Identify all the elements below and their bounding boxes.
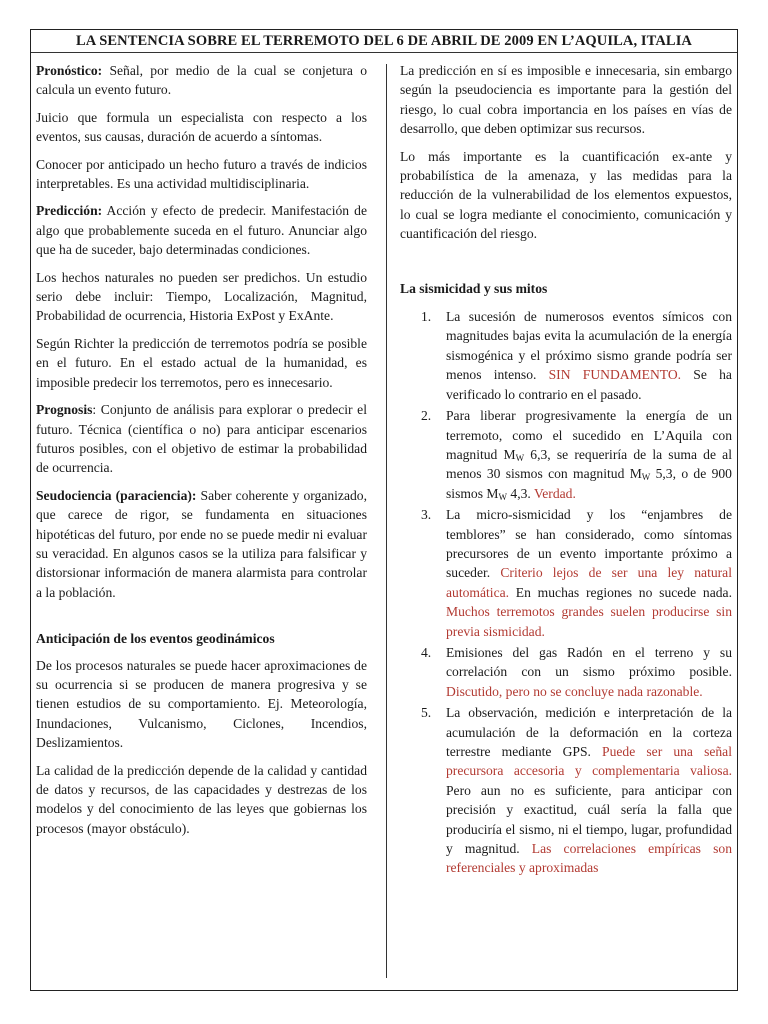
list-number: 2. (421, 408, 432, 424)
myth-verdict: Verdad. (533, 485, 576, 501)
myth-verdict: Las correlaciones empíricas son referenciales y aproximadas (446, 841, 732, 876)
definition-text: Señal, por medio de la cual se conjetura o calcula un evento futuro. (36, 63, 367, 98)
title-divider (31, 52, 737, 53)
left-column (36, 61, 367, 846)
myth-text: La sucesión de numerosos eventos símicos con magnitudes bajas evita la acumulación de la energía sismogénica y el próximo sismo grande podría ser menos intenso. (446, 309, 732, 383)
paragraph-prediccion-en-si: La predicción en sí es imposible e innecesaria, sin embargo según la pseudociencia es importante para la gestión del riesgo, lo cual cobra importancia en los países en vías de desarrollo, que deben optimizar sus recursos. (400, 63, 732, 137)
list-number: 4. (421, 644, 432, 660)
term-label: Pronóstico: (36, 63, 103, 78)
myth-text: Emisiones del gas Radón en el terreno y su correlación con un sismo próximo posible. (446, 644, 732, 680)
list-item (400, 505, 732, 641)
term-label: Prognosis (36, 402, 93, 418)
document-frame (30, 29, 738, 991)
subscript: W (641, 472, 651, 483)
myth-text: 5,3, o de 900 sismos M (446, 466, 732, 501)
section-heading-sismicidad: La sismicidad y sus mitos (400, 280, 548, 296)
myth-verdict: Muchos terremotos grandes suelen producirse sin previa sismicidad. (446, 604, 732, 639)
myths-list (400, 307, 732, 878)
myth-verdict: Criterio lejos de ser una ley natural automática. (446, 565, 732, 600)
definition-text: : Conjunto de análisis para explorar o predecir el futuro. Técnica (científica o no) para anticipar escenarios futuros posibles, con el objetivo de estimar la probabilidad de ocurrencia. (36, 402, 367, 476)
myth-text: 6,3, se requeriría de la suma de al menos 30 sismos con magnitud M (446, 446, 732, 482)
list-item (400, 406, 732, 503)
definition-prediccion (36, 201, 367, 259)
term-label: Seudociencia (paraciencia): (36, 487, 197, 503)
section-heading-anticipacion: Anticipación de los eventos geodinámicos (36, 631, 275, 647)
term-label: Predicción: (36, 203, 103, 219)
myth-verdict: Puede ser una señal precursora accesoria y complementaria valiosa. (446, 744, 732, 779)
myth-verdict: Discutido, pero no se concluye nada razonable. (446, 683, 703, 699)
myth-text: La observación, medición e interpretación de la acumulación de la deformación en la corteza terrestre mediante GPS. (446, 705, 732, 759)
list-item (400, 703, 732, 878)
definition-seudociencia (36, 486, 367, 602)
paragraph-calidad: La calidad de la predicción depende de la calidad y cantidad de datos y recursos, de las capacidades y destrezas de los modelos y del conocimiento de las leyes que gobiernas los procesos (mayor obstáculo). (36, 762, 367, 836)
document-title: LA SENTENCIA SOBRE EL TERREMOTO DEL 6 DE ABRIL DE 2009 EN L’AQUILA, ITALIA (75, 33, 693, 49)
right-column (400, 61, 732, 880)
definition-prognosis (36, 400, 367, 478)
myth-text: Pero aun no es suficiente, para anticipar con precisión y exactitud, cuál sería la falla que produciría el sismo, ni el tiempo, lugar, profundidad y magnitud. (446, 782, 732, 857)
paragraph-hechos: Los hechos naturales no pueden ser predichos. Un estudio serio debe incluir: Tiempo, Localización, Magnitud, Probabilidad de ocurrencia, Historia ExPost y ExAnte. (36, 269, 367, 324)
myth-text: Para liberar progresivamente la energía de un terremoto, como el sucedido en L’Aquila con magnitud M (446, 408, 732, 462)
definition-text: Saber coherente y organizado, que carece de rigor, se fundamenta en situaciones hipotéticas del futuro, por ende no se puede medir ni evaluar su veracidad. En algunos casos se la utiliza para falsificar y distorsionar información de manera alarmista para controlar a la población. (36, 487, 367, 600)
myth-text: Se ha verificado lo contrario en el pasado. (446, 367, 732, 402)
subscript: W (498, 491, 508, 502)
myth-verdict: SIN FUNDAMENTO. (548, 367, 682, 383)
list-number: 3. (421, 507, 432, 523)
list-item (400, 307, 732, 404)
subscript: W (515, 452, 525, 463)
paragraph-conocer: Conocer por anticipado un hecho futuro a través de indicios interpretables. Es una actividad multidisciplinaria. (36, 156, 367, 192)
myth-text: En muchas regiones no sucede nada. (509, 584, 732, 600)
list-item (400, 643, 732, 701)
paragraph-procesos: De los procesos naturales se puede hacer aproximaciones de su ocurrencia si se producen de manera progresiva y se tienen estudios de su comportamiento. Ej. Meteorología, Inundaciones, Vulcanismo, Ciclones, Incendios, Deslizamientos. (36, 657, 367, 751)
myth-text: 4,3. (507, 485, 534, 501)
list-number: 1. (421, 309, 432, 325)
column-divider (386, 64, 387, 978)
definition-text: Acción y efecto de predecir. Manifestación de algo que probablemente suceda en el futuro. Anunciar algo que ha de suceder, bajo determinadas condiciones. (36, 203, 367, 258)
list-number: 5. (421, 705, 432, 721)
paragraph-lo-mas-importante: Lo más importante es la cuantificación ex-ante y probabilística de la amenaza, y las medidas para la reducción de la vulnerabilidad de los elementos expuestos, lo cual se logra mediante el conocimiento, comunicación y cuantificación del riesgo. (400, 148, 732, 242)
paragraph-juicio: Juicio que formula un especialista con respecto a los eventos, sus causas, duración de acuerdo a síntomas. (36, 109, 367, 145)
myth-text: La micro-sismicidad y los “enjambres de temblores” se han considerado, como síntomas precursores de un evento importante próximo a suceder. (446, 507, 732, 581)
definition-pronostico (36, 61, 367, 100)
paragraph-richter: Según Richter la predicción de terremotos podría se posible en el futuro. En el estado actual de la humanidad, es imposible predecir los terremotos, pero es innecesario. (36, 335, 367, 390)
